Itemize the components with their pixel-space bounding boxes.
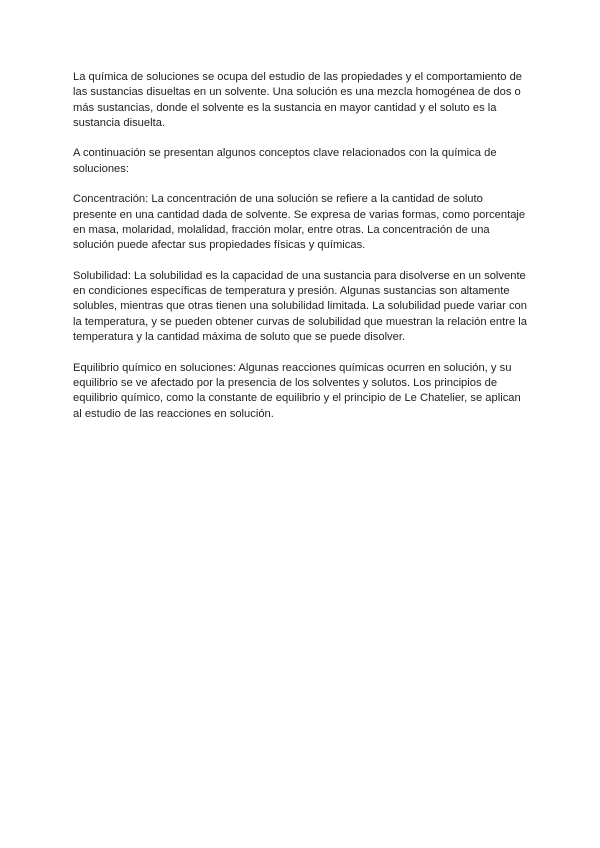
document-body	[73, 70, 529, 437]
paragraph-solubilidad: Solubilidad: La solubilidad es la capacidad de una sustancia para disolverse en un solvente en condiciones específicas de temperatura y presión. Algunas sustancias son altamente solubles, mientras que otras tienen una solubilidad limitada. La solubilidad puede variar con la temperatura, y se pueden obtener curvas de solubilidad que muestran la relación entre la temperatura y la cantidad máxima de soluto que se puede disolver.	[73, 269, 527, 344]
paragraph-key-concepts: A continuación se presentan algunos conceptos clave relacionados con la química de soluciones:	[73, 147, 497, 175]
paragraph-concentracion: Concentración: La concentración de una solución se refiere a la cantidad de soluto presente en una cantidad dada de solvente. Se expresa de varias formas, como porcentaje en masa, molaridad, molalidad, fracción molar, entre otras. La concentración de una solución puede afectar sus propiedades físicas y químicas.	[73, 193, 526, 252]
paragraph-equilibrio: Equilibrio químico en soluciones: Algunas reacciones químicas ocurren en solución, y su equilibrio se ve afectado por la presencia de los solventes y solutos. Los principios de equilibrio químico, como la constante de equilibrio y el principio de Le Chatelier, se aplican al estudio de las reacciones en solución.	[73, 361, 521, 420]
paragraph-intro: La química de soluciones se ocupa del estudio de las propiedades y el comportamiento de las sustancias disueltas en un solvente. Una solución es una mezcla homogénea de dos o más sustancias, donde el solvente es la sustancia en mayor cantidad y el soluto es la sustancia disuelta.	[73, 71, 523, 129]
